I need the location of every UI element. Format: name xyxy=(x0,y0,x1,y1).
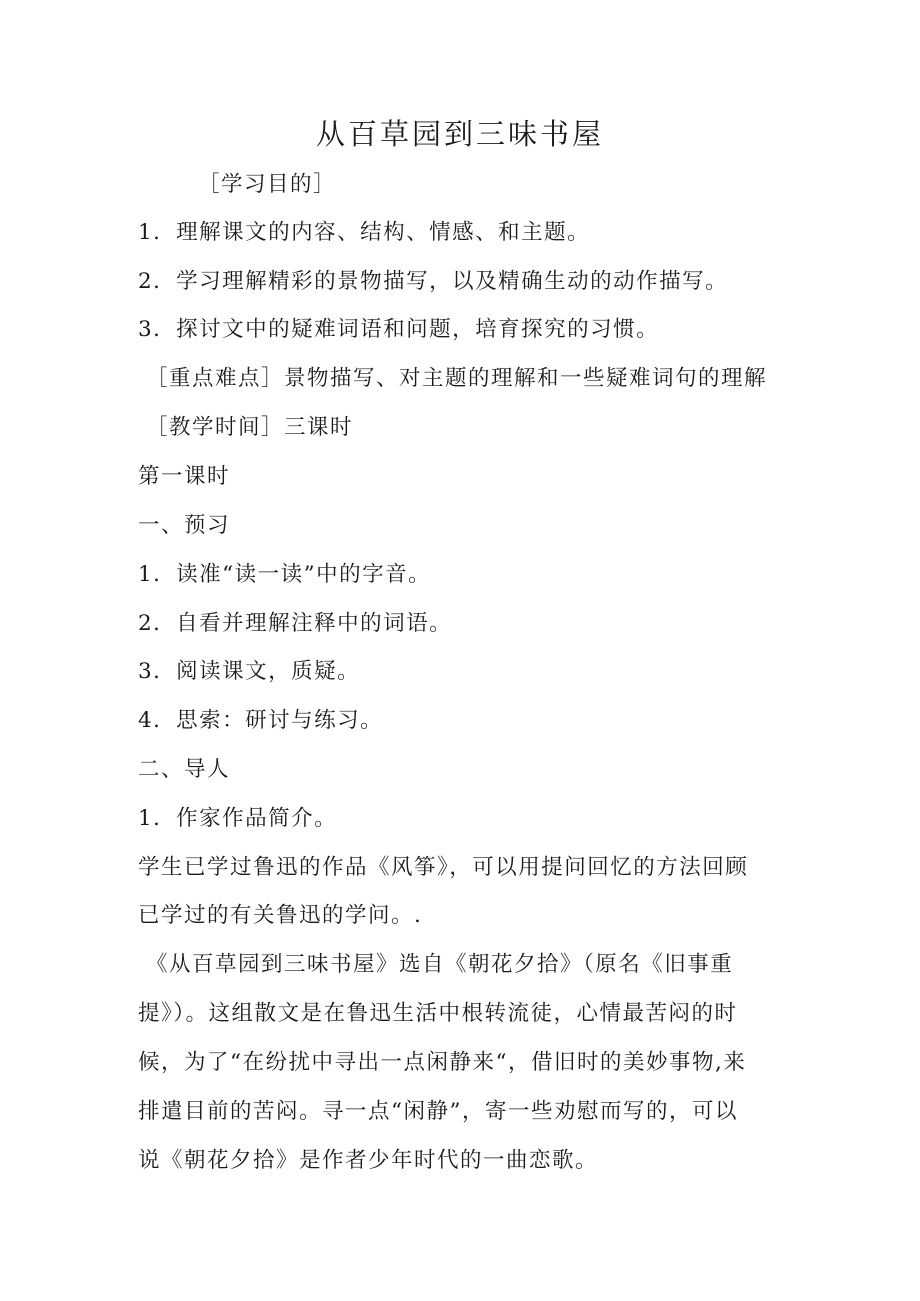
objective-item-1: 1．理解课文的内容、结构、情感、和主题。 xyxy=(138,220,591,245)
key-difficulties: ［重点难点］景物描写、对主题的理解和一些疑难词句的理解 xyxy=(146,366,768,391)
objective-item-2: 2．学习理解精彩的景物描写，以及精确生动的动作描写。 xyxy=(138,269,729,294)
teaching-time: ［教学时间］三课时 xyxy=(146,415,354,440)
document-title: 从百草园到三味书屋 xyxy=(315,117,604,151)
paragraph-line: 提》）。这组散文是在鲁迅生活中根转流徒，心情最苦闷的时 xyxy=(138,1001,738,1026)
paragraph-line: 已学过的有关鲁迅的学问。. xyxy=(138,903,423,928)
section-heading-introduction: 二、导人 xyxy=(138,757,231,782)
paragraph-line: 说《朝花夕拾》是作者少年时代的一曲恋歌。 xyxy=(138,1148,599,1173)
paragraph-line: 候，为了“在纷扰中寻出一点闲静来“，借旧时的美妙事物,来 xyxy=(138,1050,747,1075)
paragraph-line: 排遣目前的苦闷。寻一点“闲静”，寄一些劝慰而写的，可以 xyxy=(138,1099,738,1124)
preview-item-1: 1．读准“读一读”中的字音。 xyxy=(138,562,432,587)
section-heading-preview: 一、预习 xyxy=(138,513,231,538)
paragraph-line: 《从百草园到三味书屋》选自《朝花夕拾》（原名《旧事重 xyxy=(146,952,734,977)
paragraph-line: 学生已学过鲁迅的作品《风筝》，可以用提问回忆的方法回顾 xyxy=(138,855,749,880)
lesson-heading: 第一课时 xyxy=(138,464,231,489)
section-heading-objectives: ［学习目的］ xyxy=(198,172,337,197)
preview-item-2: 2．自看并理解注释中的词语。 xyxy=(138,611,453,636)
objective-item-3: 3．探讨文中的疑难词语和问题，培育探究的习惯。 xyxy=(138,317,660,342)
preview-item-3: 3．阅读课文，质疑。 xyxy=(138,659,361,684)
preview-item-4: 4．思索：研讨与练习。 xyxy=(138,708,384,733)
introduction-item-1: 1．作家作品简介。 xyxy=(138,806,338,831)
